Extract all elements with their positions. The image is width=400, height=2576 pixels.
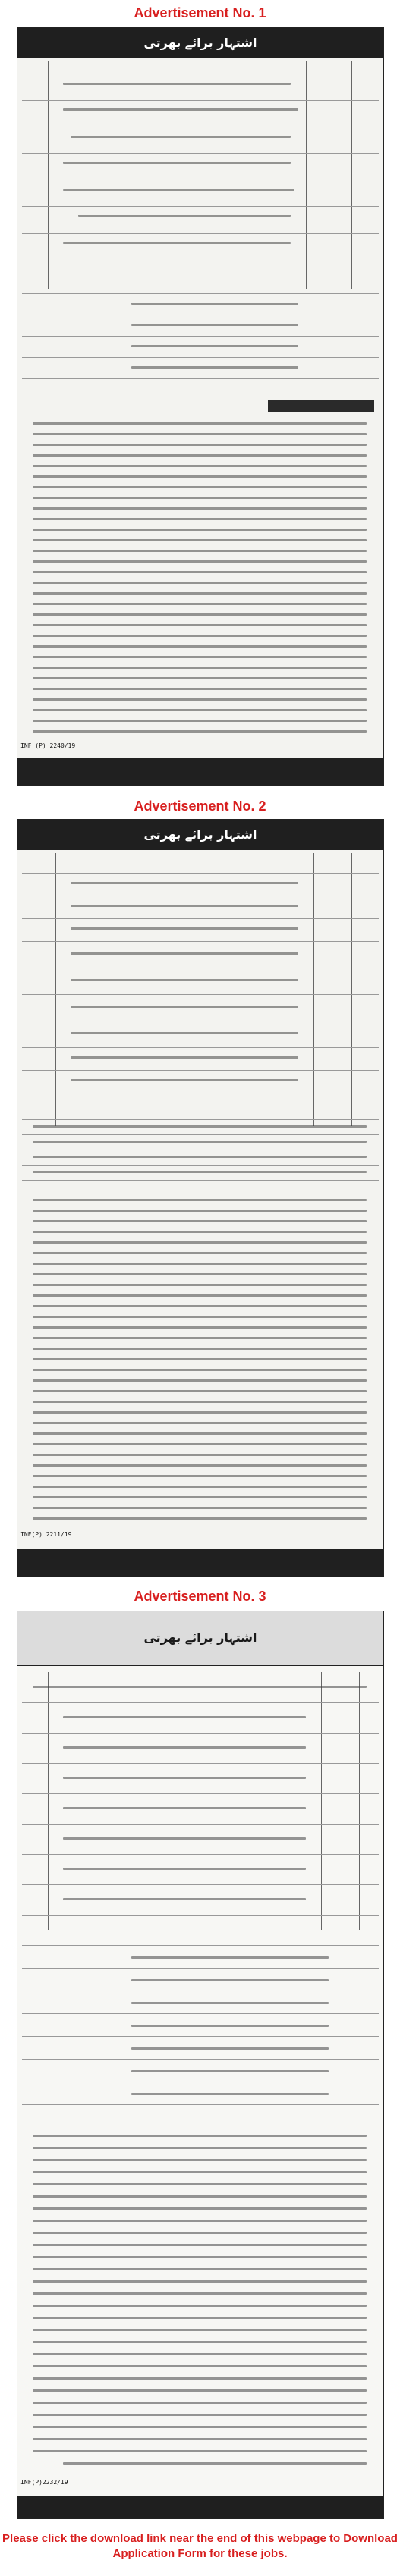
advertisement-3-footer bbox=[17, 2496, 383, 2518]
advertisement-3-banner: اشتہار برائے بھرتی bbox=[17, 1611, 383, 1666]
advertisement-1-footer bbox=[17, 758, 383, 785]
advertisement-2-banner: اشتہار برائے بھرتی bbox=[17, 820, 383, 850]
advertisement-1-banner: اشتہار برائے بھرتی bbox=[17, 28, 383, 58]
advertisement-2-footer bbox=[17, 1549, 383, 1577]
advertisement-2-heading: Advertisement No. 2 bbox=[134, 799, 266, 814]
advertisement-1-heading: Advertisement No. 1 bbox=[134, 5, 266, 20]
advertisement-1-scan bbox=[17, 27, 384, 786]
advertisement-2-ref: INF(P) 2211/19 bbox=[20, 1531, 72, 1538]
advertisement-3-ref: INF(P)2232/19 bbox=[20, 2479, 68, 2486]
advertisement-3-scan bbox=[17, 1611, 384, 2519]
download-instruction: Please click the download link near the end of this webpage to Download Application Form for these jobs. bbox=[2, 2532, 398, 2560]
advertisement-1-ref: INF (P) 2240/19 bbox=[20, 742, 76, 749]
advertisement-2-scan bbox=[17, 819, 384, 1577]
advertisement-3-heading: Advertisement No. 3 bbox=[134, 1589, 266, 1604]
